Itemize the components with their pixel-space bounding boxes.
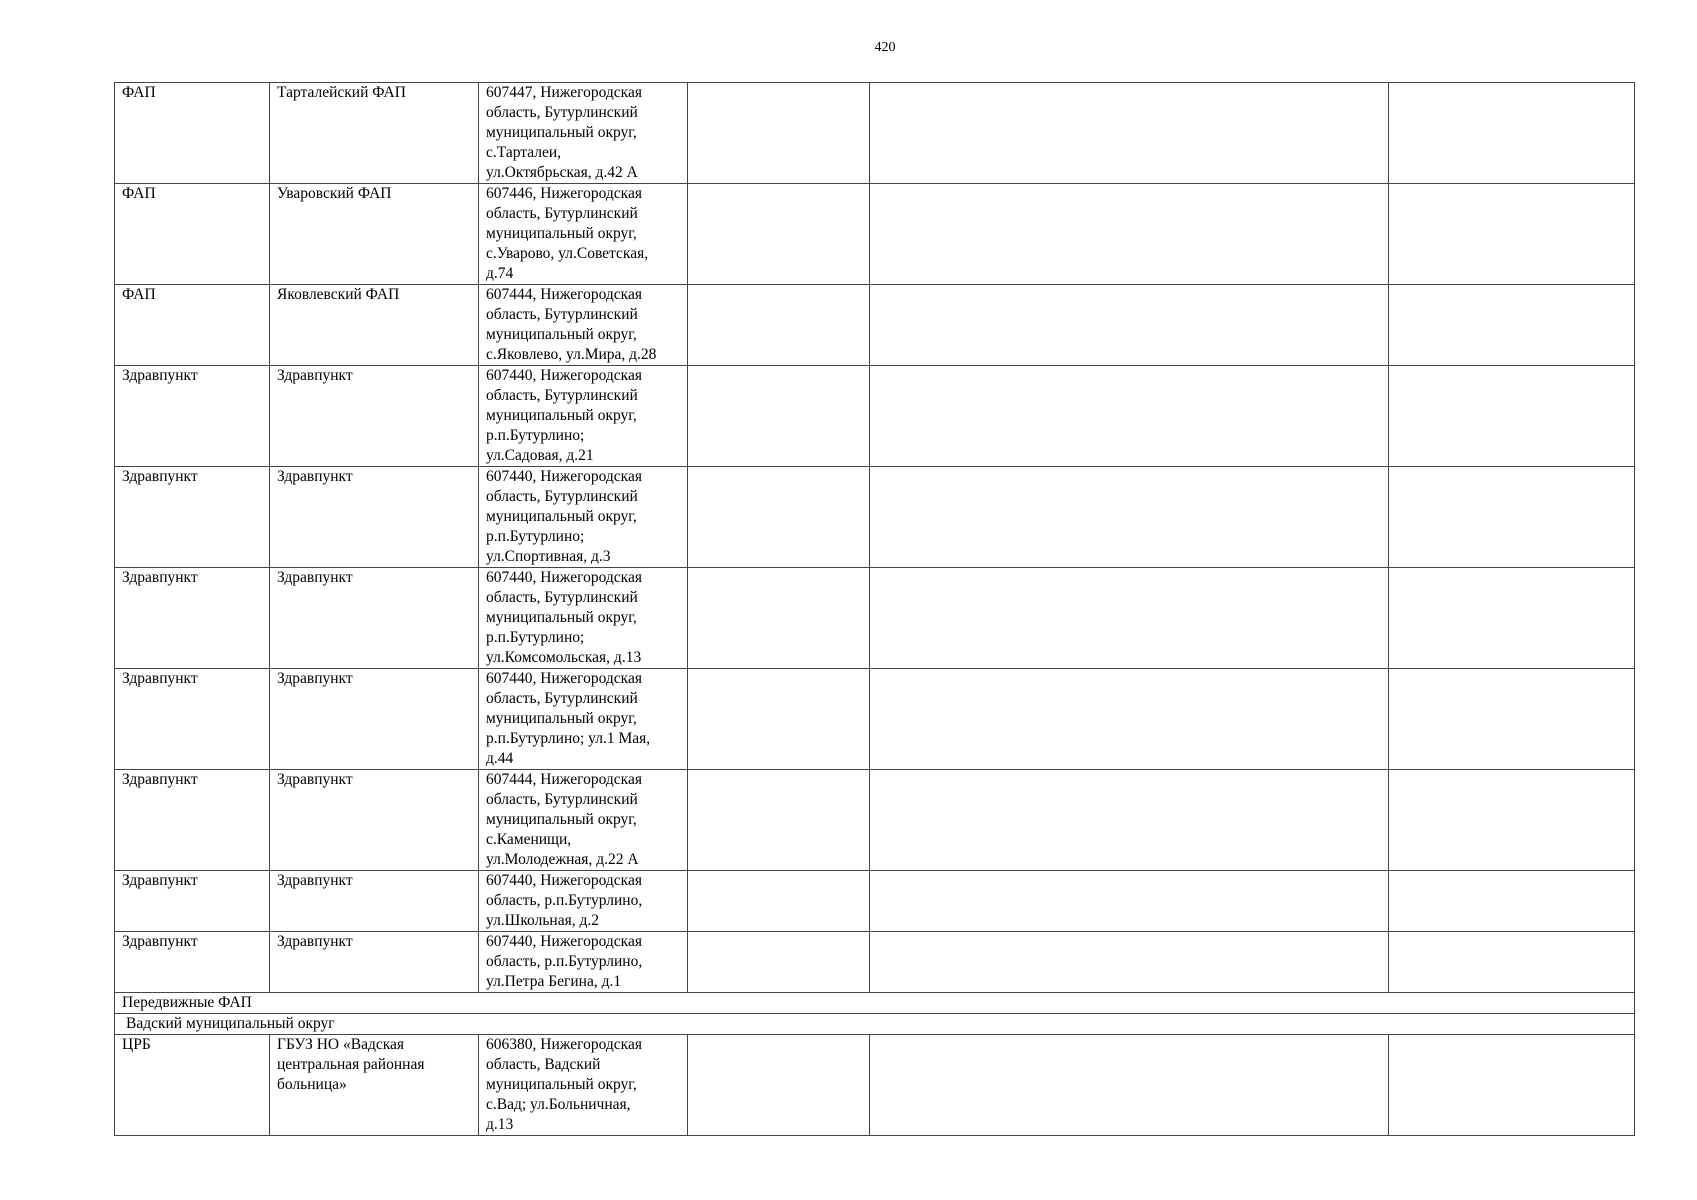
- empty-cell: [1389, 467, 1635, 568]
- empty-cell: [870, 568, 1389, 669]
- empty-cell: [1389, 568, 1635, 669]
- empty-cell: [870, 1035, 1389, 1136]
- empty-cell: [688, 932, 870, 993]
- empty-cell: [1389, 932, 1635, 993]
- table-row: [115, 568, 1635, 669]
- empty-cell: [688, 1035, 870, 1136]
- empty-cell: [688, 568, 870, 669]
- facility-address-cell: 606380, Нижегородская область, Вадский муниципальный округ, с.Вад; ул.Больничная, д.13: [479, 1035, 688, 1136]
- facility-address-cell: 607444, Нижегородская область, Бутурлинский муниципальный округ, с.Яковлево, ул.Мира, д.28: [479, 285, 688, 366]
- facility-type-cell: ЦРБ: [115, 1035, 270, 1136]
- section-heading: Вадский муниципальный округ: [115, 1014, 1635, 1035]
- empty-cell: [1389, 1035, 1635, 1136]
- facility-type-cell: Здравпункт: [115, 568, 270, 669]
- table-row: [115, 770, 1635, 871]
- empty-cell: [870, 366, 1389, 467]
- empty-cell: [1389, 366, 1635, 467]
- empty-cell: [1389, 770, 1635, 871]
- empty-cell: [870, 467, 1389, 568]
- facility-address-cell: 607440, Нижегородская область, Бутурлинский муниципальный округ, р.п.Бутурлино; ул.1 Мая, д.44: [479, 669, 688, 770]
- facility-name-cell: Тарталейский ФАП: [270, 83, 479, 184]
- section-heading: Передвижные ФАП: [115, 993, 1635, 1014]
- facility-name-cell: Здравпункт: [270, 932, 479, 993]
- empty-cell: [688, 366, 870, 467]
- facility-name-cell: Здравпункт: [270, 366, 479, 467]
- facility-address-cell: 607444, Нижегородская область, Бутурлинский муниципальный округ, с.Каменищи, ул.Молодежная, д.22 А: [479, 770, 688, 871]
- facility-address-cell: 607440, Нижегородская область, р.п.Бутурлино, ул.Петра Бегина, д.1: [479, 932, 688, 993]
- facility-type-cell: Здравпункт: [115, 366, 270, 467]
- facility-type-cell: Здравпункт: [115, 669, 270, 770]
- empty-cell: [870, 932, 1389, 993]
- empty-cell: [688, 184, 870, 285]
- empty-cell: [1389, 83, 1635, 184]
- empty-cell: [688, 871, 870, 932]
- facility-name-cell: Здравпункт: [270, 669, 479, 770]
- facilities-table: [114, 82, 1635, 1136]
- facility-type-cell: Здравпункт: [115, 871, 270, 932]
- empty-cell: [870, 770, 1389, 871]
- empty-cell: [688, 669, 870, 770]
- table-row: [115, 467, 1635, 568]
- facility-name-cell: Здравпункт: [270, 568, 479, 669]
- facility-type-cell: ФАП: [115, 184, 270, 285]
- empty-cell: [870, 669, 1389, 770]
- facility-name-cell: Уваровский ФАП: [270, 184, 479, 285]
- table-row: [115, 184, 1635, 285]
- facility-name-cell: Здравпункт: [270, 467, 479, 568]
- empty-cell: [688, 467, 870, 568]
- empty-cell: [1389, 285, 1635, 366]
- facility-address-cell: 607440, Нижегородская область, Бутурлинский муниципальный округ, р.п.Бутурлино; ул.Садовая, д.21: [479, 366, 688, 467]
- facility-name-cell: ГБУЗ НО «Вадская центральная районная больница»: [270, 1035, 479, 1136]
- section-row-vad-district: [115, 1014, 1635, 1035]
- page-number: 420: [874, 40, 896, 55]
- table-row: [115, 285, 1635, 366]
- table-row: [115, 669, 1635, 770]
- facility-type-cell: Здравпункт: [115, 770, 270, 871]
- facility-address-cell: 607440, Нижегородская область, Бутурлинский муниципальный округ, р.п.Бутурлино; ул.Комсомольская, д.13: [479, 568, 688, 669]
- facility-name-cell: Здравпункт: [270, 871, 479, 932]
- empty-cell: [870, 83, 1389, 184]
- facility-address-cell: 607447, Нижегородская область, Бутурлинский муниципальный округ, с.Тарталеи, ул.Октябрьская, д.42 А: [479, 83, 688, 184]
- table-row: [115, 871, 1635, 932]
- facility-name-cell: Яковлевский ФАП: [270, 285, 479, 366]
- section-row-mobile-fap: [115, 993, 1635, 1014]
- facility-address-cell: 607446, Нижегородская область, Бутурлинский муниципальный округ, с.Уварово, ул.Советская, д.74: [479, 184, 688, 285]
- empty-cell: [870, 285, 1389, 366]
- facility-type-cell: Здравпункт: [115, 932, 270, 993]
- empty-cell: [1389, 669, 1635, 770]
- table-row: [115, 83, 1635, 184]
- empty-cell: [688, 285, 870, 366]
- facility-type-cell: Здравпункт: [115, 467, 270, 568]
- empty-cell: [688, 83, 870, 184]
- table-row: [115, 932, 1635, 993]
- empty-cell: [870, 871, 1389, 932]
- empty-cell: [870, 184, 1389, 285]
- empty-cell: [1389, 871, 1635, 932]
- table-row: [115, 1035, 1635, 1136]
- empty-cell: [1389, 184, 1635, 285]
- facility-address-cell: 607440, Нижегородская область, р.п.Бутурлино, ул.Школьная, д.2: [479, 871, 688, 932]
- empty-cell: [688, 770, 870, 871]
- table-row: [115, 366, 1635, 467]
- facility-type-cell: ФАП: [115, 83, 270, 184]
- facility-name-cell: Здравпункт: [270, 770, 479, 871]
- facility-type-cell: ФАП: [115, 285, 270, 366]
- facility-address-cell: 607440, Нижегородская область, Бутурлинский муниципальный округ, р.п.Бутурлино; ул.Спортивная, д.3: [479, 467, 688, 568]
